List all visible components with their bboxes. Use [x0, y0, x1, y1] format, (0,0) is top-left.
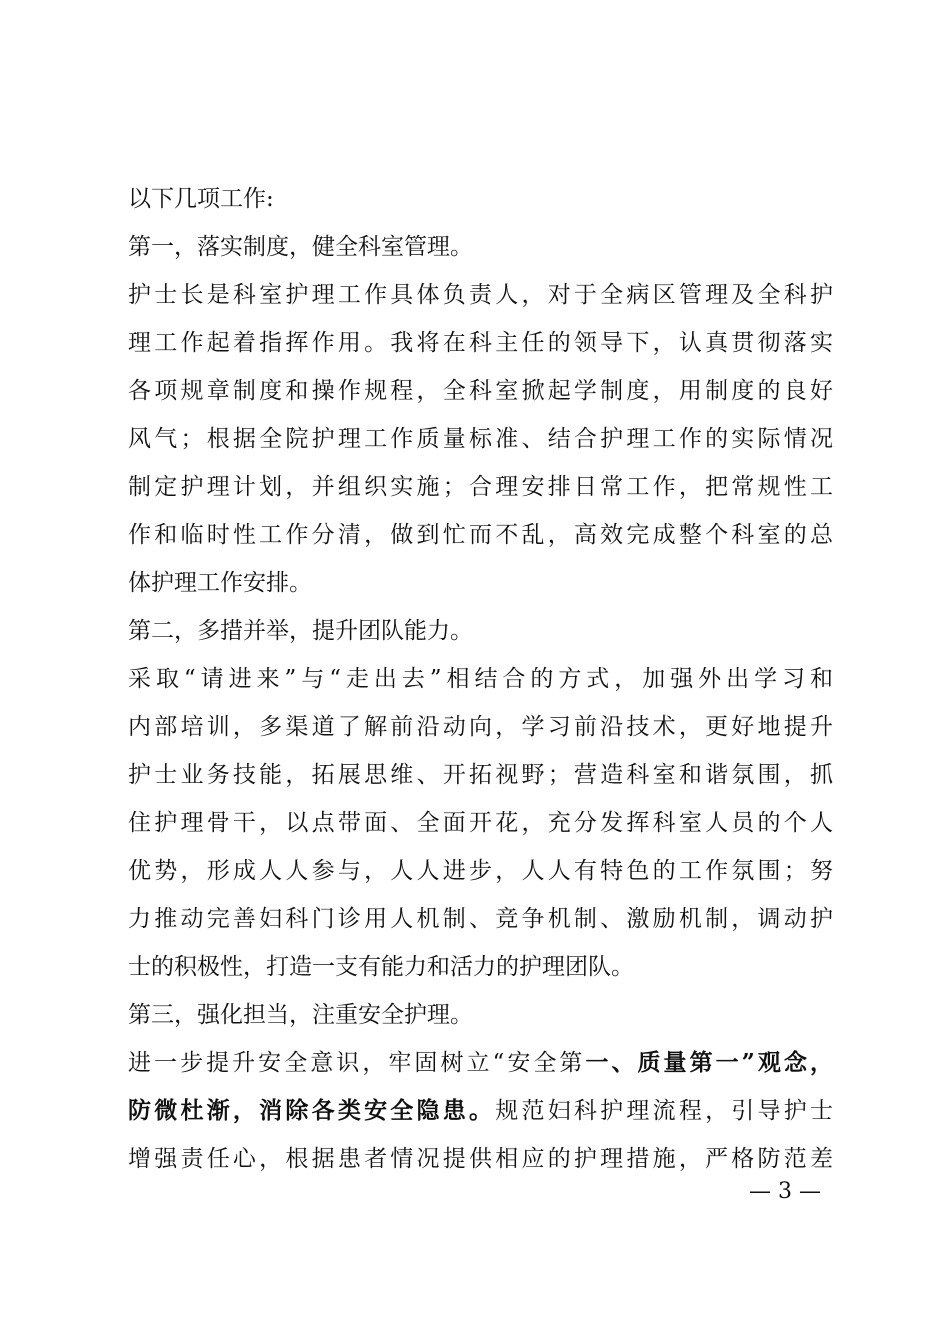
text-line: 理工作起着指挥作用。我将在科主任的领导下，认真贯彻落实: [128, 330, 833, 356]
text-line: 体护理工作安排。: [128, 570, 312, 596]
text-line: [128, 1087, 833, 1135]
section-heading-1: 第一，落实制度，健全科室管理。: [128, 234, 473, 260]
text-segment: 进一步提升安全意识，牢固树立“安全第: [128, 1050, 586, 1076]
text-line: 士的积极性，打造一支有能力和活力的护理团队。: [128, 954, 634, 980]
text-line: 优势，形成人人参与，人人进步，人人有特色的工作氛围；努: [128, 858, 833, 884]
text-line: 制定护理计划，并组织实施；合理安排日常工作，把常规性工: [128, 474, 833, 500]
text-line: 作和临时性工作分清，做到忙而不乱，高效完成整个科室的总: [128, 522, 833, 548]
text-segment: 规范妇科护理流程，引导护士: [495, 1098, 834, 1124]
text-line: 增强责任心，根据患者情况提供相应的护理措施，严格防范差: [128, 1146, 833, 1172]
text-line: [128, 1039, 833, 1087]
text-line: 护士业务技能，拓展思维、开拓视野；营造科室和谐氛围，抓: [128, 762, 833, 788]
page-number: — 3 —: [749, 1179, 821, 1204]
bold-text-segment: 一、质量第一”观念，: [585, 1049, 834, 1076]
text-line: 采取“请进来”与“走出去”相结合的方式，加强外出学习和: [128, 666, 833, 692]
section-heading-3: 第三，强化担当，注重安全护理。: [128, 1002, 473, 1028]
text-line: 护士长是科室护理工作具体负责人，对于全病区管理及全科护: [128, 282, 833, 308]
text-line: 以下几项工作:: [128, 186, 274, 212]
text-line: 内部培训，多渠道了解前沿动向，学习前沿技术，更好地提升: [128, 714, 833, 740]
text-line: 风气；根据全院护理工作质量标准、结合护理工作的实际情况: [128, 426, 833, 452]
section-heading-2: 第二，多措并举，提升团队能力。: [128, 618, 473, 644]
text-line: 各项规章制度和操作规程，全科室掀起学制度，用制度的良好: [128, 378, 833, 404]
text-line: 力推动完善妇科门诊用人机制、竞争机制、激励机制，调动护: [128, 906, 833, 932]
bold-text-segment: 防微杜渐，消除各类安全隐患。: [128, 1097, 496, 1124]
document-body: [128, 175, 833, 1183]
text-line: 住护理骨干，以点带面、全面开花，充分发挥科室人员的个人: [128, 810, 833, 836]
